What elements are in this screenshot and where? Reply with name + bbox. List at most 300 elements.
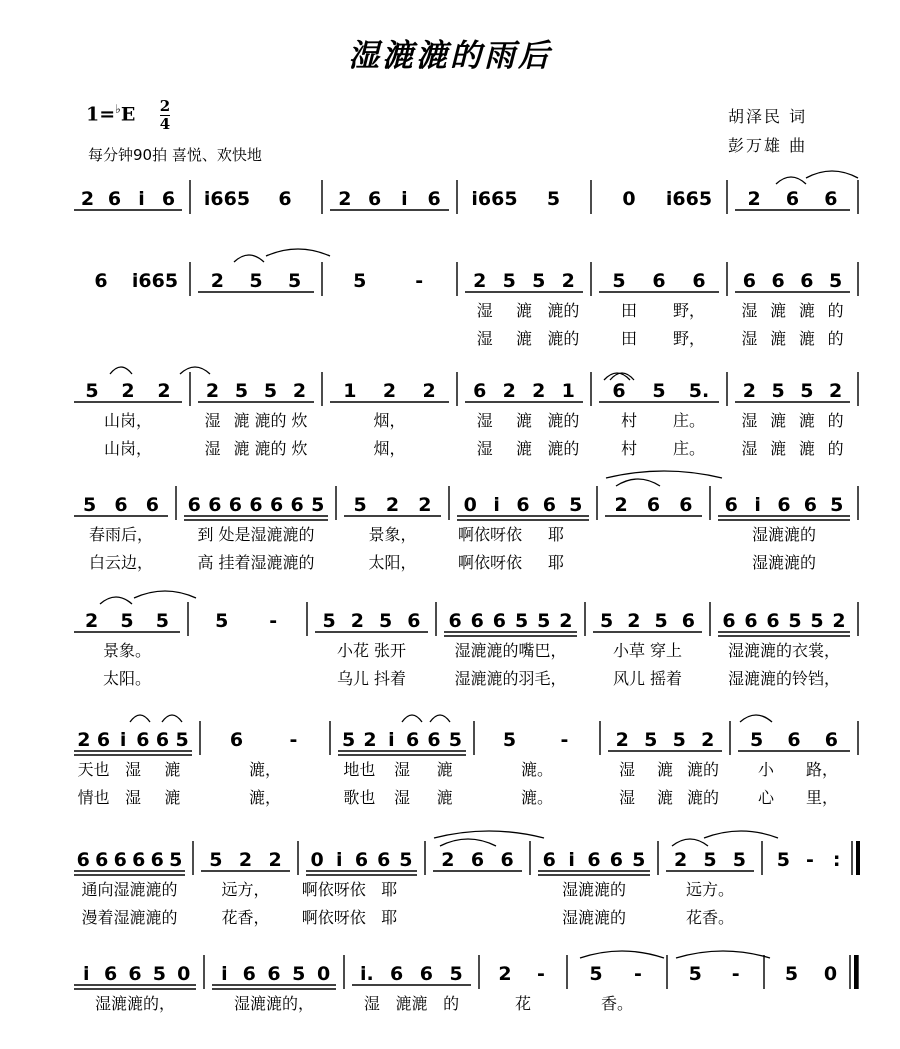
lyric: 的 [827,329,844,348]
note: 2 [205,380,220,402]
lyric: 漉， [248,788,282,807]
note: - [269,610,278,632]
lyric: 歌也 [343,788,376,807]
note: 6 [724,494,738,516]
lyric: 烟， [373,411,406,430]
note: 2 [742,380,756,402]
note: i665 [471,188,518,210]
note: 5 [688,963,702,985]
note: 0 [463,494,477,516]
lyric: 湿漉漉的衣裳， [727,641,841,660]
note: 5 [546,188,561,210]
lyric: 湿漉漉的铃铛， [727,669,841,688]
lyric: 景象， [368,525,417,544]
lyric: 湿 [741,301,758,320]
lyric: 啊依呀依 [457,553,523,572]
note: 5 [215,610,229,632]
note: 5 [537,610,551,632]
note: i [754,494,761,516]
note: 6 [145,494,159,516]
note: 0 [310,849,324,871]
slur-arc [606,471,722,478]
slur-arc [402,715,422,722]
slur-arc [616,479,660,486]
note: 6 [368,188,382,210]
note: 6 [107,188,122,210]
note: 5 [654,610,668,632]
note: 2 [627,610,641,632]
lyric: 的 [827,439,844,458]
note: i [401,188,408,210]
lyric: 啊依呀依 [457,525,523,544]
lyric: 漉的 [254,411,287,430]
lyric: 太阳。 [102,669,152,688]
note: 2 [498,963,512,985]
time-signature-top: 2 [159,97,171,115]
note: 6 [787,729,801,751]
lyric: 湿 [393,760,411,779]
note: 5 [353,270,367,292]
lyric: 漉， [248,760,282,779]
lyric: 山岗， [103,411,153,430]
lyric: 漉 [233,439,250,458]
note: i [493,494,500,516]
note: 5. [688,380,710,402]
note: 5 [322,610,336,632]
lyric: 漉。 [520,788,554,807]
slur-arc [776,177,806,184]
key-prefix: 1= [86,103,116,126]
lyric: 漉。 [520,760,554,779]
lyric: 田 [620,301,638,320]
lyric: 漉 [770,329,787,348]
lyric: 漉 [770,439,787,458]
lyric: 漉的 [547,439,580,458]
slur-arc [110,367,132,374]
lyric: 湿 [124,760,142,779]
lyric: 的 [443,994,460,1013]
note: 5 [750,729,764,751]
note: - [560,729,569,751]
note: 6 [679,494,693,516]
lyric: 心 [757,788,775,807]
note: 6 [407,610,421,632]
note: 6 [150,849,164,871]
time-signature-bottom: 4 [159,115,171,133]
note: 5 [632,849,646,871]
slur-arc [162,715,182,722]
slur-arc [180,367,210,374]
note: - [731,963,740,985]
note: 6 [354,849,369,871]
note: 2 [338,188,352,210]
note: 5 [732,849,746,871]
lyric: 漫着湿漉漉的 [81,908,178,927]
lyric: 远方。 [685,880,735,899]
note: 2 [674,849,688,871]
note: 5 [644,729,658,751]
lyric: 湿 [476,329,493,348]
note: 5 [379,610,393,632]
note: 5 [169,849,183,871]
lyric: 湿 [476,411,493,430]
note: 5 [502,270,516,292]
note: 6 [652,270,666,292]
note: 6 [722,610,736,632]
note: 5 [829,270,843,292]
slur-arc [100,597,132,604]
lyric: 漉 [798,329,815,348]
note: 6 [681,610,695,632]
lyric: 香。 [600,994,634,1013]
lyric: 炊 [291,411,308,430]
note: 6 [390,963,404,985]
lyric: 耶 [547,525,565,544]
lyric: 漉的 [547,411,580,430]
note: 0 [316,963,331,985]
lyric: 里， [805,788,839,807]
slur-arc [704,831,778,838]
slur-arc [130,715,150,722]
note: 6 [427,729,441,751]
lyric: 白云边， [88,553,154,572]
note: 1 [561,380,575,402]
note: 2 [502,380,516,402]
note: 2 [210,270,224,292]
note: 2 [292,380,307,402]
note: 5 [776,849,790,871]
note: 6 [800,270,814,292]
lyric: 的 [827,411,844,430]
note: 6 [128,963,142,985]
note: 2 [829,380,843,402]
note: 6 [208,494,222,516]
note: 2 [532,380,546,402]
note: 5 [263,380,278,402]
note: 6 [269,494,284,516]
note: 6 [612,380,626,402]
lyric: 漉 [233,411,250,430]
note: 2 [747,188,761,210]
song-title: 湿漉漉的雨后 [348,38,552,74]
lyric: 山岗， [103,439,153,458]
lyric: 漉 [164,788,181,807]
note: 6 [692,270,706,292]
note: 6 [419,963,433,985]
note: i665 [665,188,713,210]
note: 5 [85,380,99,402]
lyric: 漉 [798,411,815,430]
lyric: 湿 [393,788,411,807]
note: 6 [155,729,170,751]
lyric: 啊依呀依 [301,880,366,899]
note: 5 [152,963,167,985]
lyricist-credit: 胡泽民 词 [728,107,808,126]
lyric: 漉 [515,411,533,430]
note: 2 [363,729,377,751]
note: 2 [615,729,629,751]
lyric: 村 [620,439,638,458]
note: 2 [441,849,455,871]
note: 6 [766,610,780,632]
lyric: 啊依呀依 [301,908,366,927]
note: 0 [177,963,191,985]
note: 5 [771,380,785,402]
note: 2 [157,380,171,402]
note: 6 [587,849,601,871]
note: 6 [278,188,292,210]
lyric: 通向湿漉漉的 [81,880,178,899]
lyric: 漉的 [547,301,580,320]
lyric: 耶 [381,908,398,927]
note: i665 [131,270,179,292]
note: - [289,729,298,751]
note: 2 [561,270,575,292]
note: - [415,270,424,292]
flat-sign: ♭ [115,102,121,116]
note: 5 [249,270,263,292]
lyric: 高 挂着湿漉漉的 [197,553,315,572]
lyric: 湿 [476,439,493,458]
tempo-marking: 每分钟90拍 喜悦、欢快地 [88,146,262,164]
note: 2 [418,494,432,516]
note: 2 [121,380,135,402]
note: 2 [382,380,397,402]
note: i [138,188,145,210]
note: 6 [473,380,487,402]
lyric: 情也 [77,788,110,807]
lyric: 烟， [373,439,406,458]
lyric: 花香， [221,908,270,927]
slur-arc [266,249,330,256]
note: 6 [609,849,624,871]
note: 2 [85,610,99,632]
note: 2 [614,494,628,516]
note: 6 [76,849,90,871]
lyric: 漉 [515,301,533,320]
note: 2 [473,270,487,292]
note: 5 [830,494,844,516]
note: 6 [742,270,756,292]
lyric: 漉 [436,788,453,807]
final-thick-line [854,955,858,989]
note: 6 [187,494,201,516]
slur-arc [440,839,496,846]
slur-arc [676,951,770,958]
lyric: 湿漉漉的 [751,553,817,572]
note: 5 [292,963,306,985]
note: 5 [612,270,626,292]
note: 5 [342,729,356,751]
lyric: 到 处是湿漉漉的 [197,525,315,544]
lyric: 湿漉漉的 [561,880,627,899]
note: 0 [622,188,636,210]
note: 6 [492,610,507,632]
composer-credit: 彭万雄 曲 [728,136,808,155]
note: 5 [83,494,97,516]
note: 6 [824,188,838,210]
note: 6 [249,494,263,516]
repeat-thick-line [856,841,860,875]
note: 6 [470,610,484,632]
lyric: 湿漉漉的， [94,994,176,1013]
lyric: 村 [620,411,638,430]
note: 6 [785,188,800,210]
note: 2 [77,729,91,751]
note: 6 [771,270,785,292]
note: 6 [132,849,146,871]
note: - [537,963,545,985]
note: 2 [385,494,400,516]
lyric: 湿 [124,788,142,807]
lyric: 漉 [515,329,533,348]
note: 6 [136,729,150,751]
note: 6 [470,849,485,871]
slur-arc [430,715,450,722]
note: 5 [449,963,463,985]
note: 5 [514,610,529,632]
note: 5 [448,729,462,751]
lyric: 湿漉漉的 [751,525,817,544]
lyric: 漉的 [254,439,287,458]
lyric: 湿 [741,439,758,458]
note: 5 [353,494,367,516]
note: 5 [589,963,603,985]
note: 6 [114,494,128,516]
note: 6 [744,610,758,632]
lyric: 田 [620,329,638,348]
slur-arc [234,255,264,262]
lyric: 春雨后， [88,525,154,544]
lyric: 漉 [798,439,815,458]
slur-arc [134,591,196,598]
lyric: 漉 [656,788,674,807]
note: 6 [542,494,557,516]
lyric: 乌儿 抖着 [336,669,407,688]
note: 2 [80,188,95,210]
note: 6 [95,849,109,871]
key-tonic: E [120,103,136,126]
note: - [634,963,642,985]
note: 5 [784,963,799,985]
note: 5 [502,729,517,751]
note: - [806,849,814,871]
note: i [119,729,127,751]
note: 5 [234,380,249,402]
note: 6 [377,849,391,871]
note: 6 [646,494,661,516]
note: 5 [175,729,189,751]
note: 6 [500,849,514,871]
note: 5 [800,380,814,402]
note: i. [360,963,374,985]
note: 5 [788,610,802,632]
note: 5 [532,270,546,292]
note: 6 [803,494,818,516]
lyric: 小花 张开 [336,641,407,660]
lyric: 漉 [436,760,453,779]
note: 0 [823,963,838,985]
lyric: 花香。 [685,908,735,927]
lyric: 景象。 [102,641,152,660]
lyric: 漉的 [686,760,720,779]
note: 1 [343,380,357,402]
lyric: 小 [757,760,775,779]
note: 5 [120,610,134,632]
lyric: 的 [827,301,844,320]
note: 6 [96,729,111,751]
note: 6 [516,494,530,516]
note: 6 [290,494,304,516]
note: i [568,849,575,871]
note: 6 [94,270,108,292]
lyric: 漉 [770,301,787,320]
lyric: 太阳， [368,553,417,572]
note: 6 [777,494,791,516]
note: 5 [288,270,302,292]
lyric: 湿漉漉的羽毛， [454,669,567,688]
note: 5 [399,849,413,871]
lyric: 路， [805,760,839,779]
lyric: 湿 [476,301,493,320]
note: 5 [672,729,686,751]
lyric: 小草 穿上 [612,641,683,660]
note: 2 [350,610,364,632]
slur-arc [434,831,544,838]
note: 6 [242,963,256,985]
note: 5 [155,610,169,632]
lyric: 漉 [798,301,815,320]
lyric: 漉 [770,411,787,430]
note: i [221,963,228,985]
note: 2 [832,610,846,632]
note: 2 [268,849,282,871]
lyric: 炊 [291,439,308,458]
lyric: 庄。 [672,439,706,458]
lyric: 天也 [77,760,110,779]
note: 5 [311,494,325,516]
lyric: 漉漉 [395,994,428,1013]
note: 6 [267,963,281,985]
note: 6 [448,610,462,632]
note: 6 [824,729,838,751]
note: 6 [113,849,127,871]
lyric: 漉 [656,760,674,779]
note: 6 [427,188,441,210]
note: 5 [810,610,824,632]
lyric: 湿漉漉的嘴巴， [454,641,567,660]
lyric: 湿 [618,788,636,807]
lyric: 湿 [363,994,380,1013]
note: i665 [203,188,251,210]
lyric: 远方， [221,880,270,899]
slur-arc [806,171,858,178]
note: 5 [652,380,666,402]
slur-arc [672,839,708,846]
note: 6 [103,963,118,985]
lyric: 湿 [618,760,636,779]
lyric: 庄。 [672,411,706,430]
lyric: 地也 [343,760,376,779]
note: 6 [406,729,420,751]
note: 6 [229,729,244,751]
note: 6 [542,849,556,871]
lyric: 漉 [515,439,533,458]
note: 5 [600,610,614,632]
lyric: 野， [672,329,706,348]
lyric: 花 [514,994,532,1013]
lyric: 野， [672,301,706,320]
